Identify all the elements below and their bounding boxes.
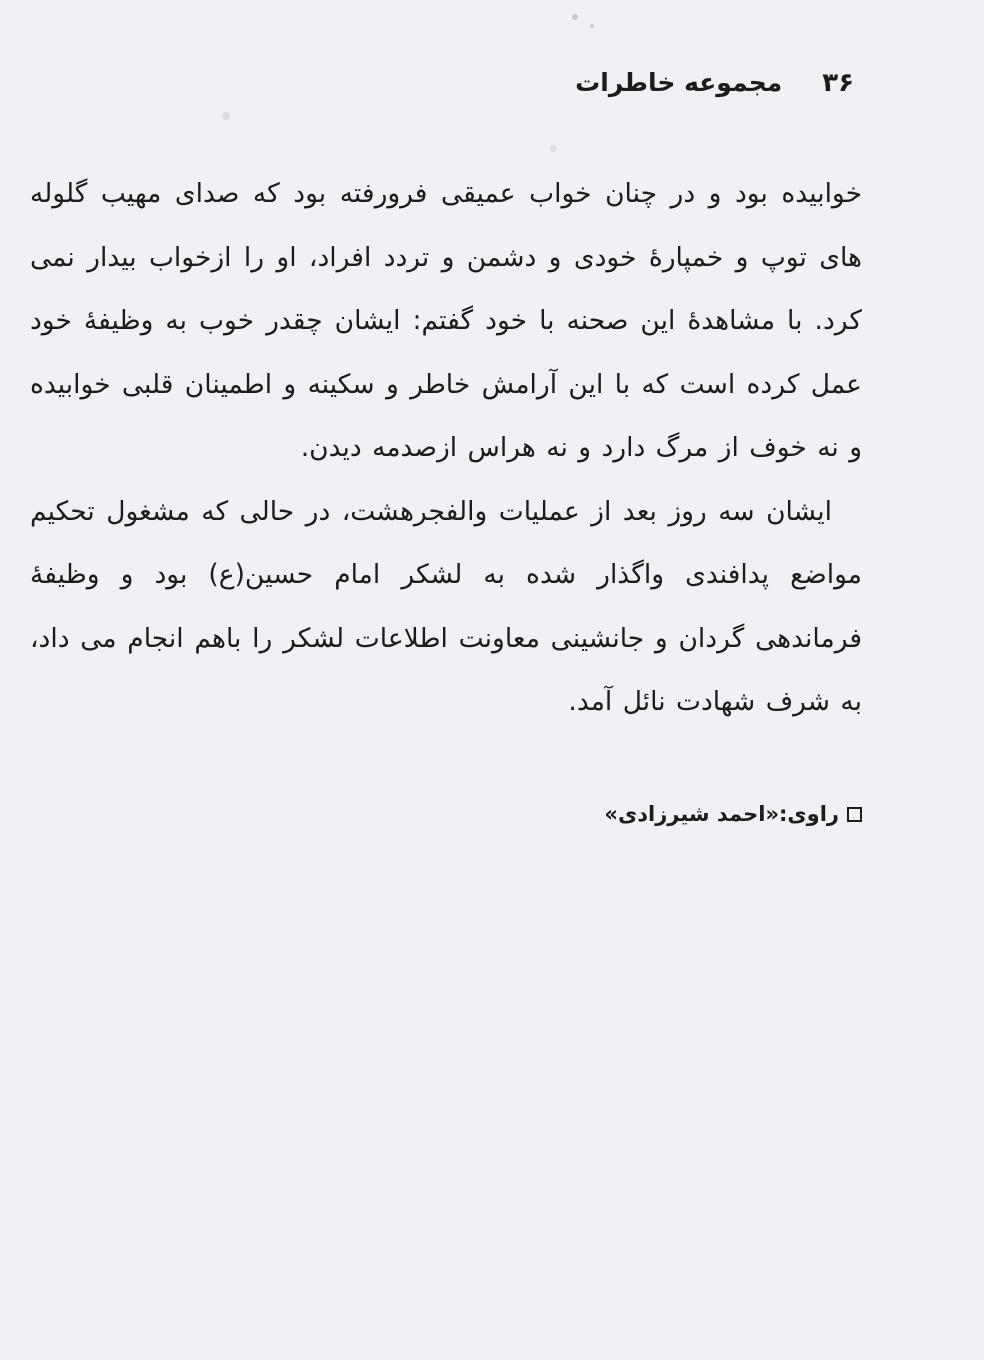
paragraph-1: خوابیده بود و در چنان خواب عمیقی فرورفته بود که صدای مهیب گلوله های توپ و خمپارهٔ خودی و دشمن و تردد افراد، او را ازخواب بیدار نمی کرد. با مشاهدهٔ این صحنه با خود گفتم: ایشان چقدر خوب به وظیفهٔ خود عمل کرده است که با این آرامش خاطر و سکینه و اطمینان قلبی خوابیده و نه خوف از مرگ دارد و نه هراس ازصدمه دیدن. — [30, 178, 862, 463]
narrator-label: راوی:«احمد شیرزادی» — [604, 802, 839, 826]
book-title: مجموعه خاطرات — [575, 68, 783, 97]
page-header — [575, 68, 854, 98]
scan-speck — [572, 14, 578, 20]
scan-speck — [550, 145, 557, 152]
body-text — [30, 162, 862, 734]
paragraph-2: ایشان سه روز بعد از عملیات والفجرهشت، در حالی که مشغول تحکیم مواضع پدافندی واگذار شده به لشکر امام حسین(ع) بود و وظیفهٔ فرماندهی گردان و جانشینی معاونت اطلاعات لشکر را باهم انجام می داد، به شرف شهادت نائل آمد. — [30, 495, 862, 717]
narrator-credit — [604, 802, 862, 826]
scan-speck — [222, 112, 230, 120]
square-icon — [847, 807, 862, 822]
page-number: ۳۶ — [822, 68, 854, 98]
scan-speck — [590, 24, 594, 28]
